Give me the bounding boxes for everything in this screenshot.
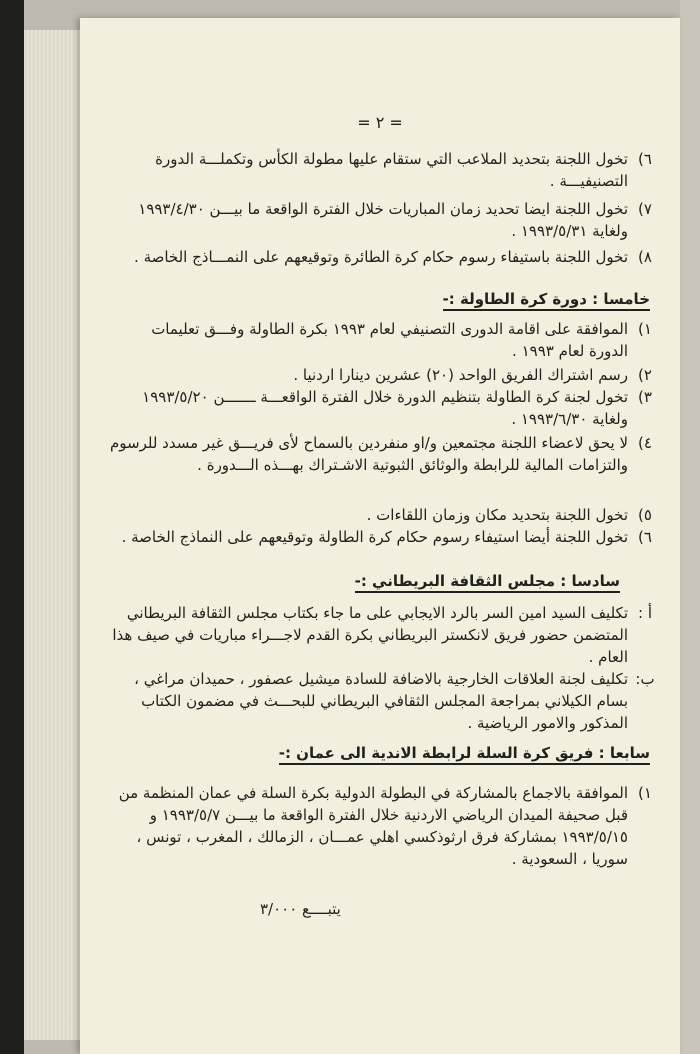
item-text: الموافقة على اقامة الدورى التصنيفي لعام ١٩٩٣ بكرة الطاولة وفـــق تعليمات الدورة لعام ١٩٩٣ . — [151, 320, 628, 360]
document-page — [80, 18, 680, 1054]
list-item — [108, 148, 652, 192]
page-edges — [24, 30, 86, 1040]
list-item — [108, 432, 652, 476]
list-item — [108, 526, 652, 548]
item-number: ٦) — [638, 528, 652, 546]
list-item — [108, 386, 652, 430]
item-text: تخول لجنة كرة الطاولة بتنظيم الدورة خلال الفترة الواقعـــة ـــــــن ١٩٩٣/٥/٢٠ ولغاية ١٩٩٣/٦/٣٠ . — [142, 388, 628, 428]
item-text: تكليف لجنة العلاقات الخارجية بالاضافة للسادة ميشيل عصفور ، حميدان مراغي ، بسام الكيلاني بمراجعة المجلس الثقافي البريطاني للبحـــث في مضمون الكتاب المذكور والامور الرياضية . — [134, 670, 628, 732]
item-text: تخول اللجنة باستيفاء رسوم حكام كرة الطائرة وتوقيعهم على النمـــاذج الخاصة . — [134, 248, 628, 266]
item-text: لا يحق لاعضاء اللجنة مجتمعين و/او منفردين بالسماح لأى فريـــق غير مسدد للرسوم والتزامات المالية للرابطة والوثائق الثبوتية الاشـتراك بهـــذه الـــدورة . — [110, 434, 628, 474]
page-number: = ٢ = — [357, 113, 403, 132]
item-text: رسم اشتراك الفريق الواحد (٢٠) عشرين دينارا اردنيا . — [293, 366, 628, 384]
item-number: ٧) — [638, 200, 652, 218]
item-number: ٨) — [638, 248, 652, 266]
item-number: ب: — [635, 670, 655, 688]
list-item — [108, 782, 652, 870]
item-text: تخول اللجنة بتحديد مكان وزمان اللقاءات . — [366, 506, 628, 524]
item-text: تكليف السيد امين السر بالرد الايجابي على ما جاء بكتاب مجلس الثقافة البريطاني المتضمن حضور فريق لانكستر البريطاني بكرة القدم لاجـــراء مباريات في صيف هذا العام . — [112, 604, 628, 666]
section-heading-5: خامسا : دورة كرة الطاولة :- — [130, 288, 650, 310]
list-item — [108, 198, 652, 242]
list-item — [108, 602, 652, 668]
section-heading-7: سابعا : فريق كرة السلة لرابطة الاندية الى عمان :- — [130, 742, 650, 764]
list-item — [108, 246, 652, 268]
item-text: تخول اللجنة بتحديد الملاعب التي ستقام عليها مطولة الكأس وتكملـــة الدورة التصنيفيـــة . — [155, 150, 628, 190]
list-item — [108, 668, 655, 734]
list-item — [108, 504, 652, 526]
item-number: ١) — [638, 784, 652, 802]
item-text: الموافقة بالاجماع بالمشاركة في البطولة الدولية بكرة السلة في عمان المنظمة من قبل صحيفة الميدان الرياضي الاردنية خلال الفترة الواقعة ما بيـــن ١٩٩٣/٥/٧ و ١٩٩٣/٥/١٥ بمشاركة فرق ارثوذكسي اهلي عمـــان ، الزمالك ، المغرب ، تونس ، سوريا ، السعودية . — [118, 784, 628, 868]
continued-footer: يتبــــع ٣/٠٠٠ — [260, 900, 341, 918]
item-number: ٥) — [638, 506, 652, 524]
item-number: ٦) — [638, 150, 652, 168]
scan-border — [680, 0, 700, 1054]
item-number: ٣) — [638, 388, 652, 406]
book-spine-shadow — [0, 0, 24, 1054]
section-heading-6: سادسا : مجلس الثقافة البريطاني :- — [100, 570, 620, 592]
list-item — [108, 364, 652, 386]
item-number: ٢) — [638, 366, 652, 384]
list-item — [108, 318, 652, 362]
item-text: تخول اللجنة ايضا تحديد زمان المباريات خلال الفترة الواقعة ما بيـــن ١٩٩٣/٤/٣٠ ولغاية ١٩٩٣/٥/٣١ . — [138, 200, 628, 240]
item-text: تخول اللجنة أيضا استيفاء رسوم حكام كرة الطاولة وتوقيعهم على النماذج الخاصة . — [121, 528, 628, 546]
item-number: أ : — [638, 604, 652, 622]
item-number: ١) — [638, 320, 652, 338]
item-number: ٤) — [638, 434, 652, 452]
